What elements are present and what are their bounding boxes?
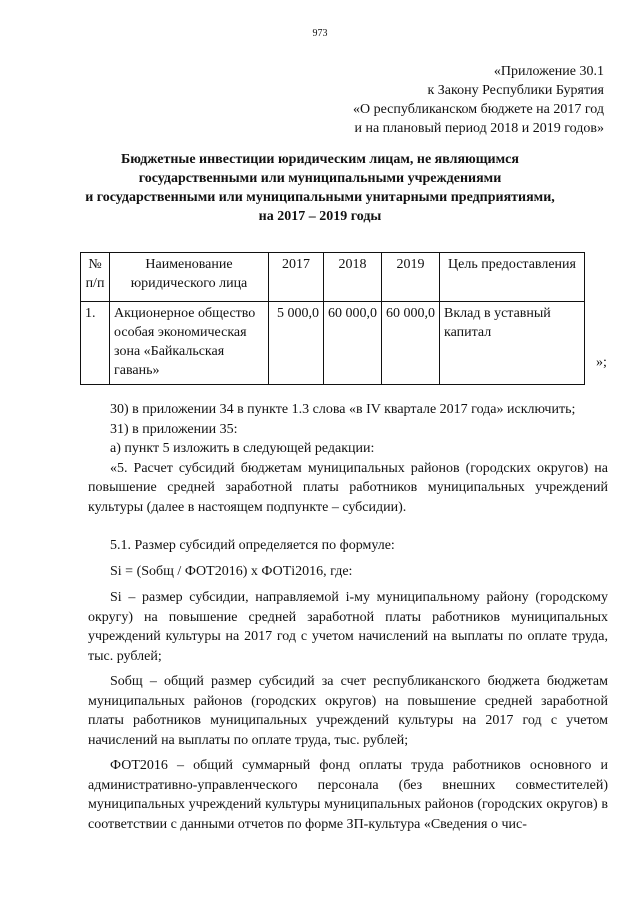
- paragraph: Si – размер субсидии, направляемой i-му муниципальному району (городскому округу) на повышение средней заработной платы работников муниципальных учреждений культуры на 2017 год с учетом начислений на выплаты по оплате труда, тыс. рублей;: [88, 590, 608, 664]
- header-name: Наименование юридического лица: [110, 253, 269, 302]
- appendix-reference: [353, 62, 604, 138]
- table-closing-quote: »;: [596, 355, 607, 370]
- appendix-line: и на плановый период 2018 и 2019 годов»: [354, 121, 604, 136]
- cell-2017: 5 000,0: [269, 302, 324, 385]
- header-2017: 2017: [269, 253, 324, 302]
- appendix-line: к Закону Республики Бурятия: [427, 83, 604, 98]
- cell-2019: 60 000,0: [382, 302, 440, 385]
- cell-2018: 60 000,0: [324, 302, 382, 385]
- cell-goal: Вклад в уставный капитал: [440, 302, 585, 385]
- cell-name: Акционерное общество особая экономическая зона «Байкальская гавань»: [110, 302, 269, 385]
- body-text-fot: [88, 756, 608, 834]
- paragraph: 5.1. Размер субсидий определяется по формуле:: [110, 538, 395, 553]
- page-number: 973: [312, 28, 328, 39]
- investments-table: [80, 252, 585, 385]
- body-text-sobsh: [88, 672, 608, 750]
- table-row: [81, 302, 585, 385]
- appendix-line: «Приложение 30.1: [493, 64, 604, 79]
- body-text-formula-def: [88, 562, 608, 582]
- header-2019: 2019: [382, 253, 440, 302]
- document-title: [70, 150, 570, 226]
- paragraph: а) пункт 5 изложить в следующей редакции:: [110, 441, 375, 456]
- paragraph: 31) в приложении 35:: [110, 421, 238, 437]
- formula: Si = (Sобщ / ФОТ2016) х ФОТi2016, где:: [110, 564, 353, 579]
- body-text: [88, 400, 608, 517]
- title-line: на 2017 – 2019 годы: [258, 209, 382, 224]
- header-goal: Цель предоставления: [440, 253, 585, 302]
- body-text-formula: [88, 536, 608, 556]
- cell-number: 1.: [81, 302, 110, 385]
- paragraph: Sобщ – общий размер субсидий за счет республиканского бюджета бюджетам муниципальных районов (городских округов) на повышение средней заработной платы работников муниципальных учреждений культуры на 2017 год с учетом начислений на выплаты по оплате труда, тыс. рублей;: [88, 674, 608, 748]
- table-header-row: [81, 253, 585, 302]
- title-line: государственными или муниципальными учреждениями: [138, 171, 502, 186]
- header-number: № п/п: [81, 253, 110, 302]
- title-line: Бюджетные инвестиции юридическим лицам, не являющимся: [121, 152, 519, 167]
- header-2018: 2018: [324, 253, 382, 302]
- body-text-si: [88, 588, 608, 666]
- paragraph: 30) в приложении 34 в пункте 1.3 слова «в IV квартале 2017 года» исключить;: [110, 402, 576, 417]
- paragraph: ФОТ2016 – общий суммарный фонд оплаты труда работников основного и административно-управленческого персонала (без внешних совместителей) муниципальных учреждений культуры муниципальных районов (городских округов) в соответствии с данными отчетов по форме ЗП-культура «Сведения о чис-: [88, 758, 608, 832]
- title-line: и государственными или муниципальными унитарными предприятиями,: [85, 190, 555, 205]
- appendix-line: «О республиканском бюджете на 2017 год: [353, 102, 604, 117]
- paragraph: «5. Расчет субсидий бюджетам муниципальных районов (городских округов) на повышение средней заработной платы работников муниципальных учреждений культуры (далее в настоящем подпункте – субсидии).: [88, 460, 608, 515]
